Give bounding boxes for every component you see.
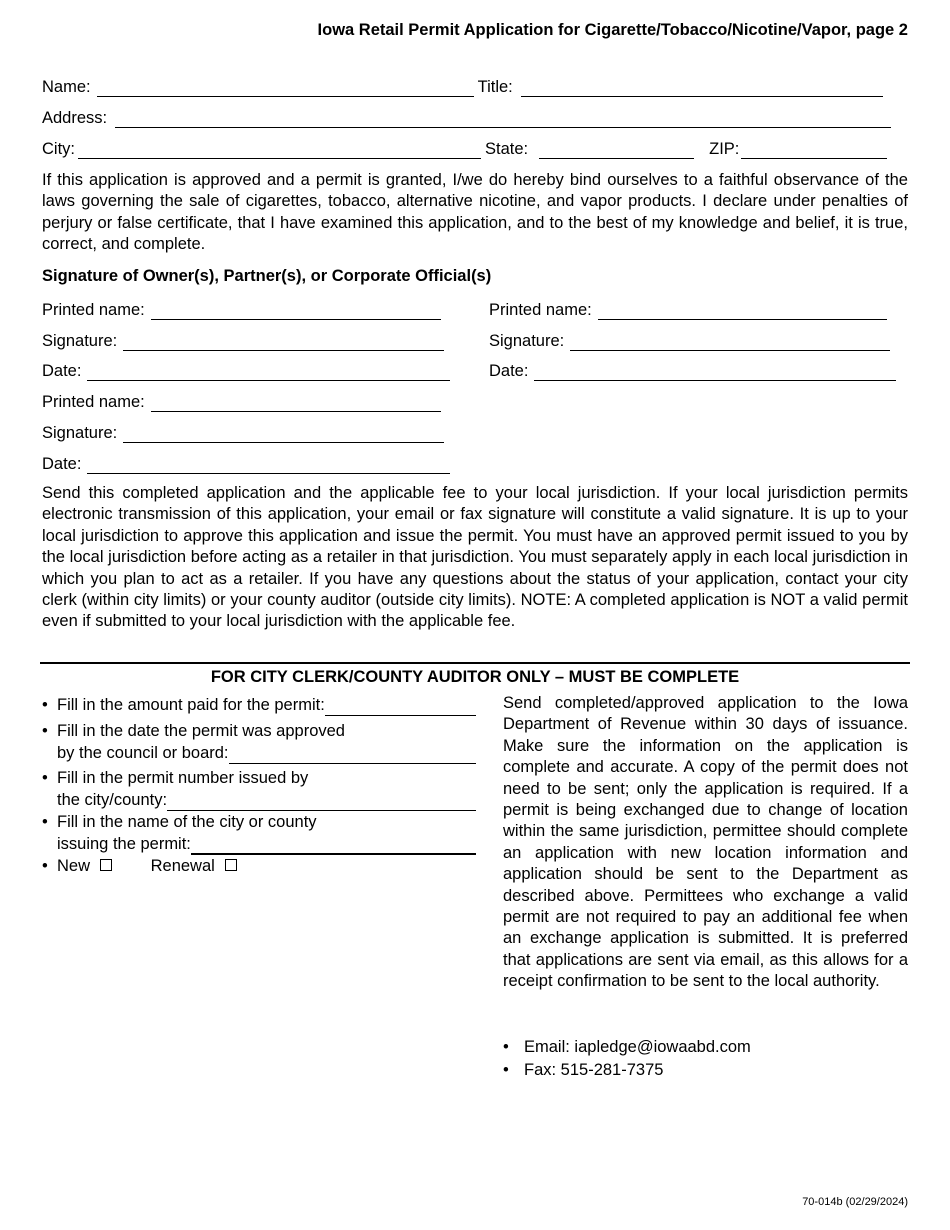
title-field[interactable] xyxy=(521,80,883,97)
permit-number-label-1: Fill in the permit number issued by xyxy=(57,769,309,787)
zip-field[interactable] xyxy=(741,142,887,159)
name-title-row xyxy=(42,75,908,97)
date-2 xyxy=(489,359,896,381)
signature-field[interactable] xyxy=(570,334,890,351)
bullet: • xyxy=(42,722,48,740)
printed-name-2 xyxy=(489,298,887,320)
fax-text: Fax: 515-281-7375 xyxy=(524,1061,664,1079)
date-approved-label-2: by the council or board: xyxy=(57,744,229,762)
date-approved-label-1: Fill in the date the permit was approved xyxy=(57,722,345,740)
city-field[interactable] xyxy=(78,142,481,159)
bullet: • xyxy=(42,696,48,714)
issuer-name-label-1: Fill in the name of the city or county xyxy=(57,813,317,831)
printed-name-field[interactable] xyxy=(151,303,441,320)
printed-name-label: Printed name: xyxy=(42,301,145,319)
contact-list xyxy=(503,1036,908,1082)
submission-text: Send completed/approved application to the Iowa Department of Revenue within 30 days of issuance. Make sure the information on the application is complete and accurate. A copy of the permit does not need to be sent; only the application is required. If a permit is being exchanged due to change of location within the same jurisdiction, permittee should complete an application with new location information and application should be sent to the Department as described above. Permittees who exchange a valid permit are not required to pay an additional fee when an exchange application is submitted. It is preferred that applications are sent via email, as this allows for a receipt confirmation to be sent to the local authority. xyxy=(503,694,908,991)
signature-2 xyxy=(489,329,890,351)
address-field[interactable] xyxy=(115,111,891,128)
issuer-name-item xyxy=(42,811,476,855)
form-id: 70-014b (02/29/2024) xyxy=(802,1196,908,1208)
date-field[interactable] xyxy=(87,364,450,381)
date-label: Date: xyxy=(489,362,529,380)
permit-number-field[interactable] xyxy=(167,793,476,811)
section-divider xyxy=(40,662,910,664)
new-label: New xyxy=(57,857,91,875)
permit-number-item xyxy=(42,767,476,811)
renewal-checkbox[interactable] xyxy=(225,859,237,871)
name-label: Name: xyxy=(42,78,91,96)
clerk-section-heading: FOR CITY CLERK/COUNTY AUDITOR ONLY – MUST BE COMPLETE xyxy=(210,668,740,686)
printed-name-field[interactable] xyxy=(598,303,887,320)
signature-field[interactable] xyxy=(123,426,444,443)
state-field[interactable] xyxy=(539,142,694,159)
printed-name-field[interactable] xyxy=(151,395,441,412)
address-row xyxy=(42,106,908,128)
printed-name-3 xyxy=(42,390,441,412)
address-label: Address: xyxy=(42,109,108,127)
date-field[interactable] xyxy=(87,457,450,474)
date-approved-field[interactable] xyxy=(229,746,476,764)
signature-field[interactable] xyxy=(123,334,444,351)
printed-name-1 xyxy=(42,298,441,320)
date-field[interactable] xyxy=(534,364,896,381)
date-label: Date: xyxy=(42,455,82,473)
bullet: • xyxy=(42,769,48,787)
new-checkbox[interactable] xyxy=(100,859,112,871)
issuer-name-label-2: issuing the permit: xyxy=(57,835,191,853)
date-approved-item xyxy=(42,720,476,764)
signature-1 xyxy=(42,329,444,351)
title-label: Title: xyxy=(477,78,513,96)
signature-label: Signature: xyxy=(42,424,118,442)
signature-heading: Signature of Owner(s), Partner(s), or Corporate Official(s) xyxy=(42,267,492,285)
issuer-name-field[interactable] xyxy=(191,836,476,855)
city-label: City: xyxy=(42,140,75,158)
signature-3 xyxy=(42,421,444,443)
email-text: Email: iapledge@iowaabd.com xyxy=(524,1038,751,1056)
zip-label: ZIP: xyxy=(709,140,740,158)
permit-type-item xyxy=(42,855,476,877)
name-field[interactable] xyxy=(97,80,474,97)
date-1 xyxy=(42,359,450,381)
date-label: Date: xyxy=(42,362,82,380)
permit-number-label-2: the city/county: xyxy=(57,791,168,809)
bullet: • xyxy=(503,1038,509,1056)
amount-paid-item xyxy=(42,694,476,716)
date-3 xyxy=(42,452,450,474)
city-state-zip-row xyxy=(42,137,908,159)
bullet: • xyxy=(42,813,48,831)
signature-label: Signature: xyxy=(489,332,565,350)
renewal-label: Renewal xyxy=(150,857,215,875)
amount-paid-label: Fill in the amount paid for the permit: xyxy=(57,696,325,714)
email-item xyxy=(503,1036,908,1059)
amount-paid-field[interactable] xyxy=(325,698,476,716)
bullet: • xyxy=(503,1061,509,1079)
printed-name-label: Printed name: xyxy=(42,393,145,411)
declaration-text: If this application is approved and a permit is granted, I/we do hereby bind ourselves to a faithful observance of the laws governing the sale of cigarettes, tobacco, alternative nicotine, and vapor products. I declare under penalties of perjury or false certificate, that I have examined this application, and to the best of my knowledge and belief, it is true, correct, and complete. xyxy=(42,171,908,254)
fax-item xyxy=(503,1059,908,1082)
signature-label: Signature: xyxy=(42,332,118,350)
page-title: Iowa Retail Permit Application for Cigarette/Tobacco/Nicotine/Vapor, page 2 xyxy=(317,21,908,39)
printed-name-label: Printed name: xyxy=(489,301,592,319)
bullet: • xyxy=(42,857,48,875)
state-label: State: xyxy=(485,140,529,158)
instructions-text: Send this completed application and the applicable fee to your local jurisdiction. If your local jurisdiction permits electronic transmission of this application, your email or fax signature will constitute a valid signature. It is up to your local jurisdiction to approve this application and issue the permit. You must have an approved permit issued to you by the local jurisdiction before acting as a retailer in that jurisdiction. You must separately apply in each local jurisdiction in which you plan to act as a retailer. If you have any questions about the status of your application, contact your city clerk (within city limits) or your county auditor (outside city limits). NOTE: A completed application is NOT a valid permit even if submitted to your local jurisdiction with the applicable fee. xyxy=(42,484,908,631)
